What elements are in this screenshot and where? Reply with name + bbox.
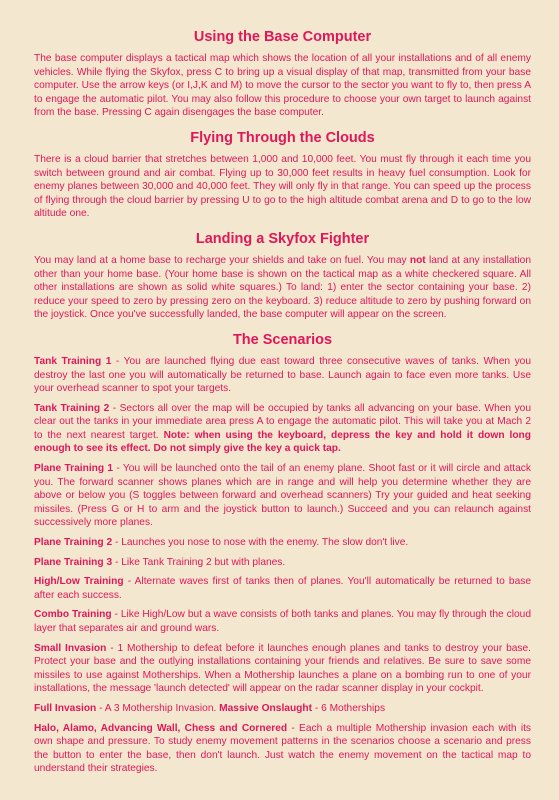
scenario-name: Plane Training 2 — [34, 537, 113, 549]
scenario-text: - 6 Motherships — [312, 702, 386, 714]
scenario-name: Combo Training — [34, 609, 112, 621]
scenario-name: High/Low Training — [34, 576, 124, 588]
scenario-item — [34, 536, 531, 550]
section-body: There is a cloud barrier that stretches between 1,000 and 10,000 feet. You must fly through it each time you switch between ground and air combat. Flying up to 30,000 feet results in heavy fuel consumption. Look for enemy planes between 30,000 and 40,000 feet. They will only fly in that range. You can speed up the process of flying through the cloud barrier by pressing U to go to the high altitude combat arena and D to go to the low altitude one. — [34, 153, 531, 220]
scenario-name: Tank Training 2 — [34, 402, 110, 414]
scenario-name: Plane Training 3 — [34, 556, 113, 568]
body-text: land at any installation other than your home base. (Your home base is shown on the tactical map as a white checkered square. All other installations are shown as solid white squares.) To land: 1) enter the sector containing your base. 2) reduce your speed to zero by pressing zero on the keyboard. 3) reduce altitude to zero by pushing forward on the joystick. Once you've successfully landed, the base computer will appear on the screen. — [34, 254, 531, 321]
scenario-item — [34, 722, 531, 776]
scenario-text: - You are launched flying due east toward three consecutive waves of tanks. When you destroy the last one you will automatically be returned to base. Launch again to face even more tanks. Use your overhead scanner to spot your targets. — [34, 355, 532, 395]
scenario-name: Small Invasion — [34, 642, 107, 654]
scenario-item — [34, 462, 531, 530]
scenario-item — [34, 702, 531, 716]
section-base-computer — [34, 28, 531, 120]
scenario-text: - Alternate waves first of tanks then of planes. You'll automatically be returned to base after each success. — [34, 576, 531, 601]
section-flying-clouds — [34, 129, 531, 221]
scenario-text: - Launches you nose to nose with the enemy. The slow don't live. — [112, 537, 409, 549]
section-title: The Scenarios — [232, 331, 333, 348]
scenario-item — [34, 642, 531, 696]
scenario-text: - Like Tank Training 2 but with planes. — [112, 556, 286, 568]
emphasis-not: not — [409, 254, 426, 266]
body-text: You may land at a home base to recharge your shields and take on fuel. You may — [34, 254, 410, 266]
scenario-name: Full Invasion — [34, 702, 97, 714]
scenario-text: - Each a multiple Mothership invasion each with its own shape and pressure. To study enemy movement patterns in the scenarios choose a scenario and press the button to enter the base, then don't launch. Just watch the enemy movement on the tactical map to understand their strategies. — [34, 722, 532, 775]
scenario-item — [34, 402, 531, 456]
scenario-name: Tank Training 1 — [34, 355, 112, 367]
scenario-text: - 1 Mothership to defeat before it launches enough planes and tanks to destroy your base. Protect your base and the outlying installations containing your friends and relatives. Be sure to save some missiles to use against Motherships. When a Mothership launches a plane on a bombing run to one of your installations, the message 'launch detected' will appear on the radar scanner display in your cockpit. — [34, 642, 531, 695]
section-body — [34, 254, 531, 322]
scenario-item — [34, 575, 531, 602]
section-scenarios — [34, 331, 531, 776]
scenario-text: - A 3 Mothership Invasion. — [96, 702, 220, 714]
scenario-note: Note: when using the keyboard, depress the key and hold it down long enough to see its effect. Do not simply give the key a quick tap. — [34, 429, 531, 455]
section-landing — [34, 230, 531, 322]
scenario-item — [34, 608, 531, 635]
scenario-item — [34, 556, 531, 570]
section-body: The base computer displays a tactical map which shows the location of all your installations and of all enemy vehicles. While flying the Skyfox, press C to bring up a visual display of that map, transmitted from your base computer. Use the arrow keys (or I,J,K and M) to move the cursor to the sector you want to fly to, then press A to engage the automatic pilot. You may also follow this procedure to choose your own target to launch against from the base. Pressing C again disengages the base computer. — [34, 53, 531, 119]
section-title: Flying Through the Clouds — [190, 129, 375, 146]
section-title: Using the Base Computer — [193, 29, 372, 45]
scenario-name: Massive Onslaught — [219, 702, 313, 714]
scenario-item — [34, 355, 531, 396]
scenario-name: Halo, Alamo, Advancing Wall, Chess and Cornered — [34, 722, 288, 734]
section-title: Landing a Skyfox Fighter — [195, 230, 370, 247]
scenario-text: - You will be launched onto the tail of an enemy plane. Shoot fast or it will circle and attack you. The forward scanner shows planes which are in range and will help you determine whether they are above or below you (S toggles between forward and overhead scanners) Try your guided and heat seeking missiles. (Press G or H to arm and the joystick button to launch.) Succeed and you can relaunch against successively more planes. — [34, 463, 531, 529]
scenario-text: - Sectors all over the map will be occupied by tanks all advancing on your base. When you clear out the tanks in your immediate area press A to engage the automatic pilot. This will take you at Mach 2 to the next nearest target. — [34, 402, 532, 441]
scenario-text: - Like High/Low but a wave consists of both tanks and planes. You may fly through the cloud layer that separates air and ground wars. — [34, 609, 531, 634]
scenario-name: Plane Training 1 — [34, 463, 114, 475]
